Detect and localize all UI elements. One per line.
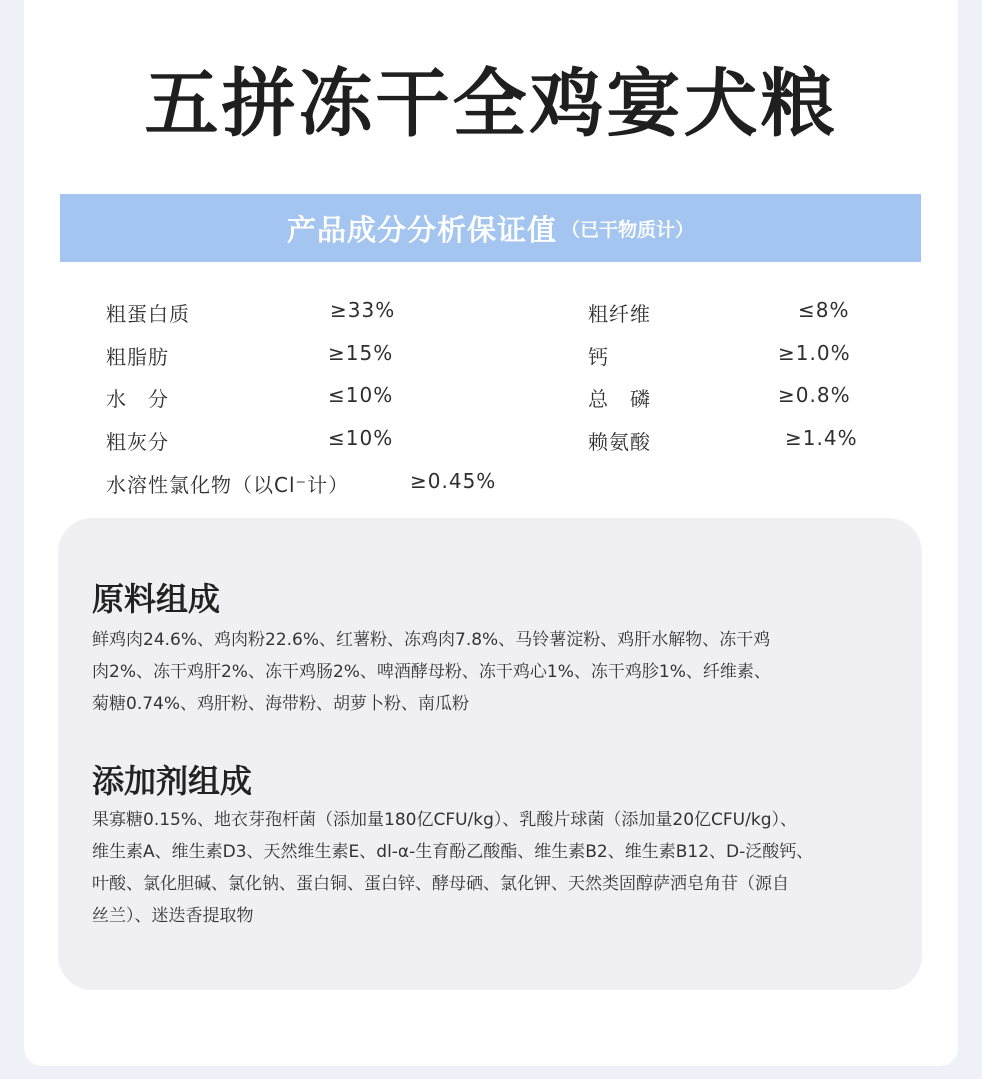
analysis-label: 钙 <box>588 345 609 369</box>
analysis-label: 总 磷 <box>588 387 651 411</box>
analysis-label: 粗灰分 <box>106 430 169 454</box>
analysis-label: 粗脂肪 <box>106 345 169 369</box>
ingredients-line: 鲜鸡肉24.6%、鸡肉粉22.6%、红薯粉、冻鸡肉7.8%、马铃薯淀粉、鸡肝水解物、冻干鸡 <box>92 630 771 650</box>
ingredients-heading: 原料组成 <box>92 580 221 618</box>
analysis-heading: 产品成分分析保证值 <box>286 212 557 247</box>
analysis-value: ≥33% <box>330 298 396 322</box>
analysis-value: ≥1.4% <box>785 426 858 450</box>
analysis-label: 粗纤维 <box>588 302 651 326</box>
analysis-value: ≤10% <box>328 383 394 407</box>
analysis-value: ≤8% <box>798 298 850 322</box>
additives-line: 维生素A、维生素D3、天然维生素E、dl-α-生育酚乙酸酯、维生素B2、维生素B12、D-泛酸钙、 <box>92 842 814 862</box>
additives-heading: 添加剂组成 <box>92 762 253 800</box>
additives-line: 叶酸、氯化胆碱、氯化钠、蛋白铜、蛋白锌、酵母硒、氯化钾、天然类固醇萨洒皂角苷（源自 <box>92 874 789 894</box>
ingredients-line: 肉2%、冻干鸡肝2%、冻干鸡肠2%、啤酒酵母粉、冻干鸡心1%、冻干鸡胗1%、纤维素、 <box>92 662 771 682</box>
analysis-label: 水溶性氯化物（以Cl⁻计） <box>106 473 350 497</box>
ingredients-line: 菊糖0.74%、鸡肝粉、海带粉、胡萝卜粉、南瓜粉 <box>92 694 470 714</box>
analysis-value: ≥0.8% <box>778 383 851 407</box>
page-title: 五拼冻干全鸡宴犬粮 <box>144 61 838 147</box>
analysis-value: ≥15% <box>328 341 394 365</box>
analysis-value: ≤10% <box>328 426 394 450</box>
ingredients-text <box>92 624 914 720</box>
analysis-label: 水 分 <box>106 387 169 411</box>
analysis-label: 粗蛋白质 <box>106 302 190 326</box>
analysis-value: ≥1.0% <box>778 341 851 365</box>
additives-line: 丝兰）、迷迭香提取物 <box>92 906 254 926</box>
analysis-label: 赖氨酸 <box>588 430 651 454</box>
additives-text <box>92 804 914 932</box>
analysis-banner <box>60 194 921 262</box>
analysis-value: ≥0.45% <box>410 469 497 493</box>
additives-line: 果寡糖0.15%、地衣芽孢杆菌（添加量180亿CFU/kg）、乳酸片球菌（添加量20亿CFU/kg）、 <box>92 810 797 830</box>
analysis-subheading: （已干物质计） <box>561 218 695 241</box>
